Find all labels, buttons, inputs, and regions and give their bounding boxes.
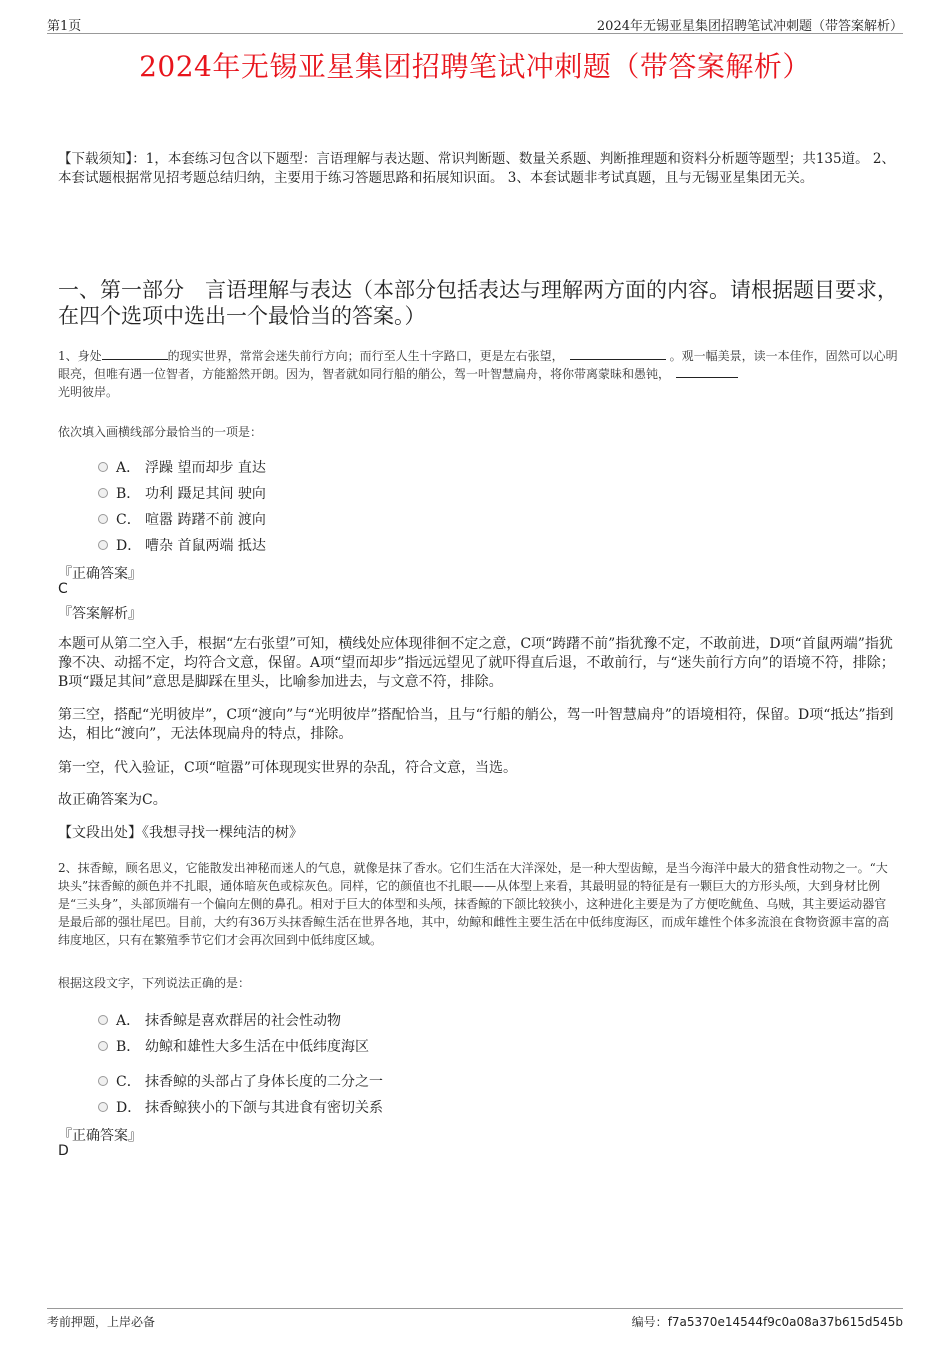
option-key: A． — [116, 460, 141, 476]
footer-document-id — [632, 1313, 903, 1330]
option-key: D． — [116, 1100, 142, 1116]
q1-analysis-paragraph-4: 故正确答案为C。 — [58, 792, 167, 808]
q2-answer: D — [58, 1143, 69, 1159]
q2-option-d[interactable] — [98, 1097, 383, 1117]
option-key: D． — [116, 538, 142, 554]
header-doc-title: 2024年无锡亚星集团招聘笔试冲刺题（带答案解析） — [596, 19, 903, 34]
option-key: A． — [116, 1013, 141, 1029]
download-notice: 【下载须知】：1，本套练习包含以下题型：言语理解与表达题、常识判断题、数量关系题、判断推理题和资料分析题等题型；共135道。 2、本套试题根据常见招考题总结归纳，主要用于练习答题思路和拓展知识面。 3、本套试题非考试真题，且与无锡亚星集团无关。 — [58, 151, 895, 186]
option-text: 功利 蹑足其间 驶向 — [145, 486, 266, 502]
question-1-text — [58, 347, 898, 401]
radio-icon[interactable] — [98, 540, 108, 550]
header-divider — [47, 33, 903, 34]
q1-text-part-2: 的现实世界，常常会迷失前行方向；而行至人生十字路口，更是左右张望， — [167, 349, 564, 363]
option-text: 喧嚣 踌躇不前 渡向 — [145, 512, 266, 528]
document-id-code: f7a5370e14544f9c0a08a37b615d545b — [667, 1315, 903, 1329]
q1-option-c[interactable] — [98, 509, 266, 529]
q1-option-a[interactable] — [98, 457, 266, 477]
fill-blank-2 — [570, 347, 666, 360]
radio-icon[interactable] — [98, 462, 108, 472]
section-title: 一、第一部分 言语理解与表达（本部分包括表达与理解两方面的内容。请根据题目要求，在四个选项中选出一个最恰当的答案。） — [58, 278, 898, 328]
q1-option-d[interactable] — [98, 535, 266, 555]
q1-analysis-paragraph-3: 第一空，代入验证，C项“喧嚣”可体现现实世界的杂乱，符合文意，当选。 — [58, 760, 518, 776]
q2-option-a[interactable] — [98, 1010, 341, 1030]
option-key: C． — [116, 512, 141, 528]
q1-text-part-4: 光明彼岸。 — [58, 385, 119, 399]
radio-icon[interactable] — [98, 1102, 108, 1112]
option-key: C． — [116, 1074, 141, 1090]
q1-analysis-paragraph-1: 本题可从第二空入手，根据“左右张望”可知，横线处应体现徘徊不定之意，C项“踌躇不前”指犹豫不定，不敢前进，D项“首鼠两端”指犹豫不决、动摇不定，均符合文意，保留。A项“望而却步”指远远望见了就吓得直后退，不敢前行，与“迷失前行方向”的语境不符，排除；B项“蹑足其间”意思是脚踩在里头，比喻参加进去，与文意不符，排除。 — [58, 636, 895, 690]
question-2-prompt: 根据这段文字，下列说法正确的是： — [58, 976, 251, 990]
q1-answer-label: 『正确答案』 — [58, 566, 142, 582]
option-text: 幼鲸和雄性大多生活在中低纬度海区 — [145, 1039, 369, 1055]
option-key: B． — [116, 1039, 141, 1055]
q2-option-b[interactable] — [98, 1036, 369, 1056]
radio-icon[interactable] — [98, 1041, 108, 1051]
option-text: 嘈杂 首鼠两端 抵达 — [145, 538, 266, 554]
footer-slogan: 考前押题，上岸必备 — [47, 1315, 156, 1329]
q1-text-part-3: 。观一幅美景，读一本佳作，固然可以心明眼亮，但唯有遇一位智者，方能豁然开朗。因为，智者就如同行船的艄公，驾一叶智慧扁舟，将你带离蒙昧和愚钝， — [58, 349, 898, 381]
radio-icon[interactable] — [98, 514, 108, 524]
q2-option-c[interactable] — [98, 1071, 383, 1091]
q2-answer-label: 『正确答案』 — [58, 1128, 142, 1144]
question-2-text: 2、抹香鲸，顾名思义，它能散发出神秘而迷人的气息，就像是抹了香水。它们生活在大洋深处，是一种大型齿鲸，是当今海洋中最大的猎食性动物之一。“大块头”抹香鲸的颜色并不扎眼，通体暗灰色或棕灰色。同样，它的颜值也不扎眼——从体型上来看，其最明显的特征是有一颗巨大的方形头颅，大到身材比例是“三头身”，头部顶端有一个偏向左侧的鼻孔。相对于巨大的体型和头颅，抹香鲸的下颌比较狭小，这种进化主要是为了方便吃鱿鱼、乌贼，其主要运动器官是最后部的强壮尾巴。目前，大约有36万头抹香鲸生活在世界各地，其中，幼鲸和雌性主要生活在中低纬度海区，而成年雄性个体多流浪在食物资源丰富的高纬度地区，只有在繁殖季节它们才会再次回到中低纬度区域。 — [58, 861, 890, 947]
q1-answer: C — [58, 581, 68, 597]
question-1-prompt: 依次填入画横线部分最恰当的一项是： — [58, 425, 263, 439]
document-id-label: 编号： — [631, 1315, 668, 1329]
q1-analysis-paragraph-2: 第三空，搭配“光明彼岸”，C项“渡向”与“光明彼岸”搭配恰当，且与“行船的艄公，驾一叶智慧扁舟”的语境相符，保留。D项“抵达”指到达，相比“渡向”，无法体现扁舟的特点，排除。 — [58, 707, 894, 742]
q1-source: 【文段出处】《我想寻找一棵纯洁的树》 — [58, 825, 303, 841]
radio-icon[interactable] — [98, 1015, 108, 1025]
q1-option-b[interactable] — [98, 483, 266, 503]
option-key: B． — [116, 486, 141, 502]
q1-text-part-1: 1、身处 — [58, 349, 102, 363]
fill-blank-3 — [676, 365, 738, 378]
page-number: 第1页 — [47, 19, 82, 34]
option-text: 抹香鲸是喜欢群居的社会性动物 — [145, 1013, 341, 1029]
fill-blank-1 — [102, 347, 168, 360]
option-text: 抹香鲸狭小的下颌与其进食有密切关系 — [145, 1100, 383, 1116]
q1-analysis-label: 『答案解析』 — [58, 606, 142, 622]
footer-divider — [47, 1308, 903, 1309]
radio-icon[interactable] — [98, 488, 108, 498]
page-title: 2024年无锡亚星集团招聘笔试冲刺题（带答案解析） — [139, 50, 811, 83]
option-text: 抹香鲸的头部占了身体长度的二分之一 — [145, 1074, 383, 1090]
radio-icon[interactable] — [98, 1076, 108, 1086]
option-text: 浮躁 望而却步 直达 — [145, 460, 266, 476]
